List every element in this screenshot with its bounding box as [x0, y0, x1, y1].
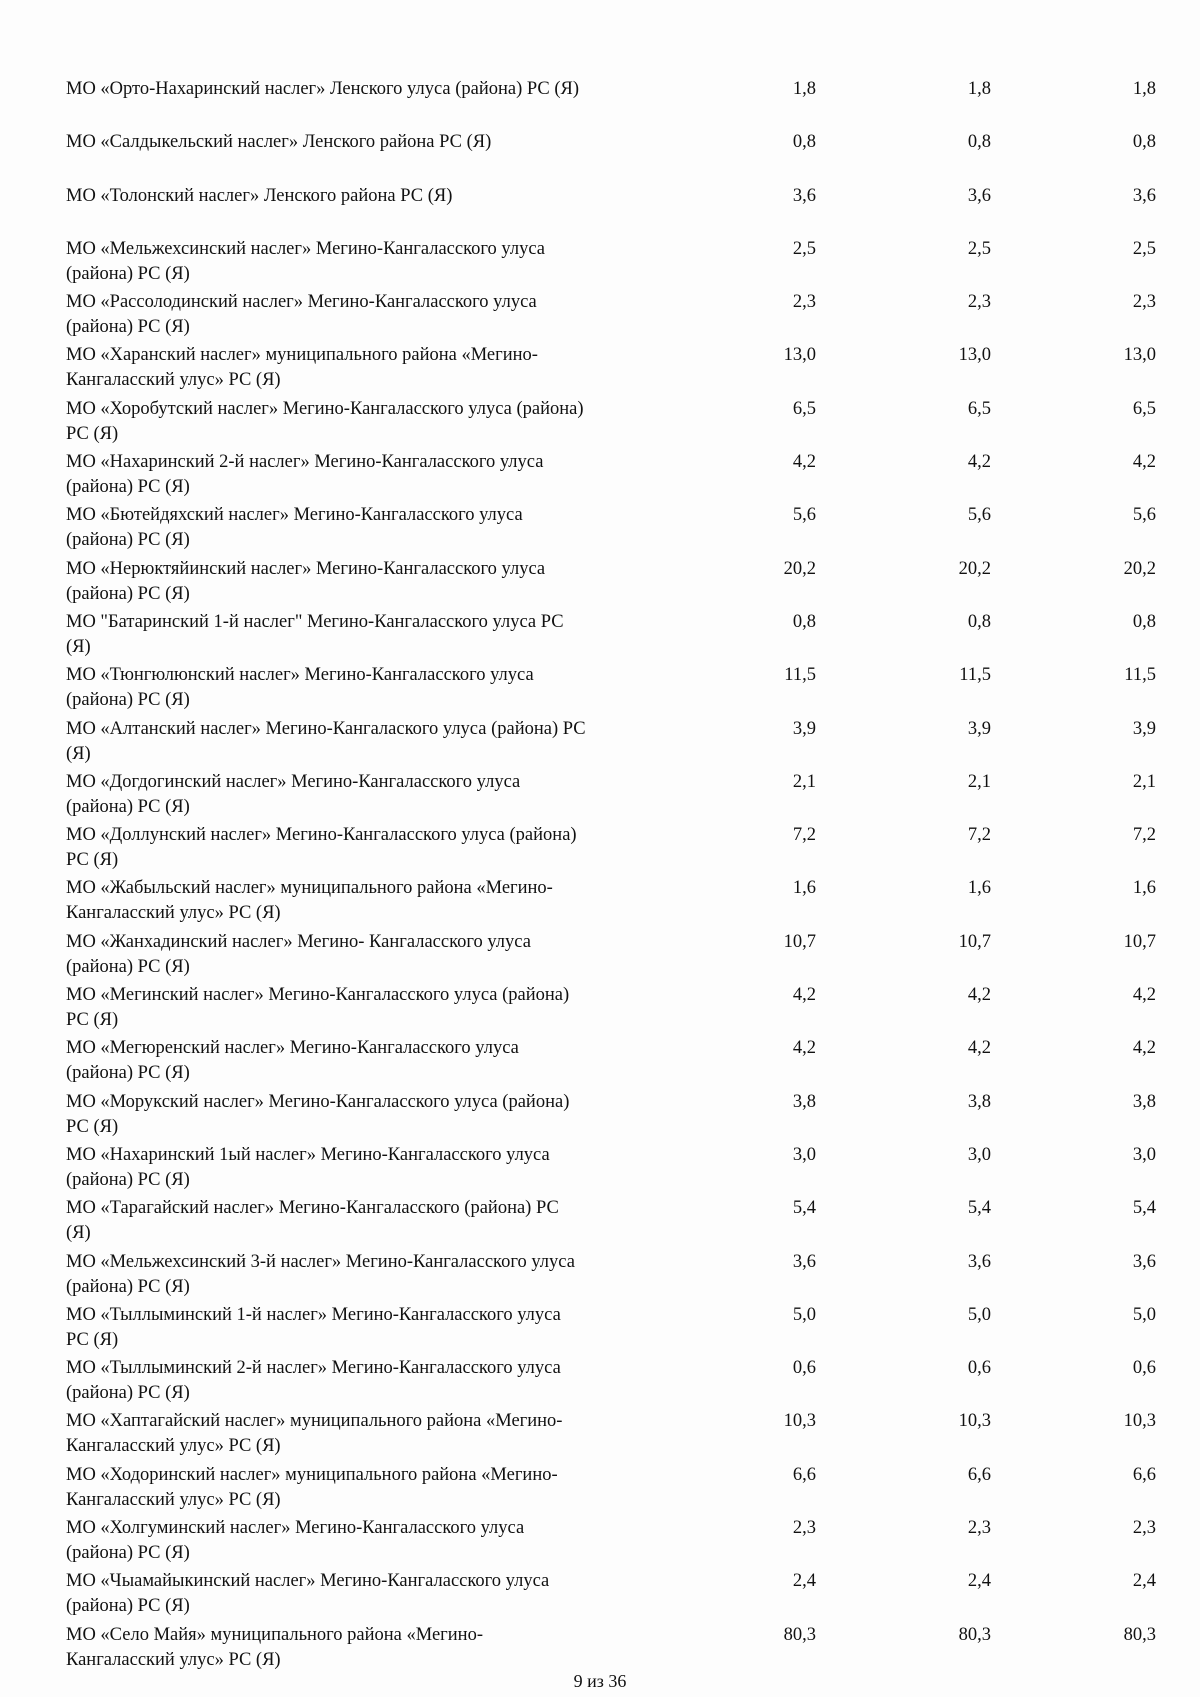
table-row	[66, 770, 1156, 823]
value-col-3: 20,2	[1123, 558, 1156, 579]
value-col-2: 2,3	[967, 292, 991, 313]
entity-name: МО «Харанский наслег» муниципального района «Мегино-Кангаласский улус» РС (Я)	[66, 345, 538, 391]
table-row	[66, 290, 1156, 343]
value-col-1: 3,0	[792, 1144, 816, 1165]
value-col-1: 20,2	[783, 558, 816, 579]
table-row	[66, 77, 1156, 130]
value-col-2: 2,4	[967, 1571, 991, 1592]
table-row	[66, 663, 1156, 716]
value-col-3: 5,6	[1132, 505, 1156, 526]
value-col-3: 10,3	[1123, 1411, 1156, 1432]
entity-name: МО «Село Майя» муниципального района «Мегино-Кангаласский улус» РС (Я)	[66, 1624, 483, 1670]
value-col-3: 80,3	[1123, 1624, 1156, 1645]
entity-name: МО «Орто-Нахаринский наслег» Ленского улуса (района) РС (Я)	[66, 79, 580, 99]
value-col-2: 0,8	[967, 611, 991, 632]
table-row	[66, 876, 1156, 929]
value-col-2: 11,5	[959, 665, 991, 686]
table-row	[66, 557, 1156, 610]
entity-name: МО «Хоробутский наслег» Мегино-Кангаласского улуса (района) РС (Я)	[66, 398, 584, 444]
value-col-3: 2,3	[1132, 292, 1156, 313]
entity-name: МО «Нахаринский 2-й наслег» Мегино-Кангаласского улуса (района) РС (Я)	[66, 452, 544, 498]
value-col-1: 4,2	[792, 452, 816, 473]
value-col-2: 1,6	[967, 878, 991, 899]
value-col-1: 4,2	[792, 985, 816, 1006]
table-row	[66, 1356, 1156, 1409]
table-row	[66, 237, 1156, 290]
value-col-1: 2,5	[792, 238, 816, 259]
value-col-2: 3,9	[967, 718, 991, 739]
table-row	[66, 1463, 1156, 1516]
table-row	[66, 1036, 1156, 1089]
value-col-3: 0,8	[1132, 611, 1156, 632]
page-footer	[0, 1670, 1200, 1692]
value-col-2: 20,2	[958, 558, 991, 579]
value-col-1: 10,3	[783, 1411, 816, 1432]
table-row	[66, 1143, 1156, 1196]
table-row	[66, 1516, 1156, 1569]
value-col-2: 6,5	[967, 398, 991, 419]
table-row	[66, 1196, 1156, 1249]
value-col-3: 3,0	[1132, 1144, 1156, 1165]
table-row	[66, 397, 1156, 450]
entity-name: МО «Толонский наслег» Ленского района РС (Я)	[66, 185, 453, 206]
entity-name: МО «Тыллыминский 2-й наслег» Мегино-Кангаласского улуса (района) РС (Я)	[66, 1358, 561, 1404]
value-col-3: 3,8	[1132, 1091, 1156, 1112]
value-col-2: 0,8	[967, 132, 991, 153]
value-col-3: 10,7	[1123, 931, 1156, 952]
table-row	[66, 130, 1156, 183]
value-col-3: 0,6	[1132, 1358, 1156, 1379]
table-row	[66, 503, 1156, 556]
value-col-1: 10,7	[783, 931, 816, 952]
value-col-3: 5,0	[1132, 1304, 1156, 1325]
value-col-3: 11,5	[1124, 665, 1156, 686]
value-col-2: 10,7	[958, 931, 991, 952]
value-col-3: 2,4	[1132, 1571, 1156, 1592]
value-col-3: 3,9	[1132, 718, 1156, 739]
table-row	[66, 1569, 1156, 1622]
entity-name: МО «Хаптагайский наслег» муниципального района «Мегино-Кангаласский улус» РС (Я)	[66, 1411, 563, 1457]
entity-name: МО «Ходоринский наслег» муниципального района «Мегино-Кангаласский улус» РС (Я)	[66, 1464, 558, 1510]
value-col-1: 80,3	[783, 1624, 816, 1645]
value-col-3: 3,6	[1132, 185, 1156, 206]
value-col-1: 2,3	[792, 1518, 816, 1539]
value-col-3: 4,2	[1132, 452, 1156, 473]
data-table	[66, 77, 1156, 1676]
value-col-1: 2,3	[792, 292, 816, 313]
entity-name: МО «Жабыльский наслег» муниципального района «Мегино-Кангаласский улус» РС (Я)	[66, 878, 553, 924]
value-col-2: 4,2	[967, 452, 991, 473]
value-col-2: 5,0	[967, 1304, 991, 1325]
table-row	[66, 1623, 1156, 1676]
entity-name: МО «Алтанский наслег» Мегино-Кангалаского улуса (района) РС (Я)	[66, 718, 586, 764]
entity-name: МО «Мегинский наслег» Мегино-Кангаласского улуса (района) РС (Я)	[66, 985, 570, 1031]
table-row	[66, 184, 1156, 237]
entity-name: МО «Тюнгюлюнский наслег» Мегино-Кангаласского улуса (района) РС (Я)	[66, 665, 534, 711]
entity-name: МО «Чыамайыкинский наслег» Мегино-Кангаласского улуса (района) РС (Я)	[66, 1571, 550, 1617]
table-row	[66, 1303, 1156, 1356]
value-col-1: 0,8	[792, 132, 816, 153]
value-col-2: 5,6	[967, 505, 991, 526]
value-col-3: 6,6	[1132, 1464, 1156, 1485]
table-row	[66, 717, 1156, 770]
value-col-2: 5,4	[967, 1198, 991, 1219]
value-col-1: 3,6	[792, 1251, 816, 1272]
entity-name: МО «Тарагайский наслег» Мегино-Кангаласского (района) РС (Я)	[66, 1198, 559, 1244]
value-col-3: 6,5	[1132, 398, 1156, 419]
entity-name: МО «Нерюктяйинский наслег» Мегино-Кангаласского улуса (района) РС (Я)	[66, 558, 546, 604]
entity-name: МО «Тыллыминский 1-й наслег» Мегино-Кангаласского улуса РС (Я)	[66, 1304, 561, 1350]
value-col-2: 4,2	[967, 985, 991, 1006]
value-col-1: 3,6	[792, 185, 816, 206]
value-col-1: 5,4	[792, 1198, 816, 1219]
entity-name: МО «Рассолодинский наслег» Мегино-Кангаласского улуса (района) РС (Я)	[66, 292, 537, 338]
value-col-3: 13,0	[1123, 345, 1156, 366]
value-col-2: 0,6	[967, 1358, 991, 1379]
value-col-3: 4,2	[1132, 1038, 1156, 1059]
entity-name: МО «Бютейдяхский наслег» Мегино-Кангаласского улуса (района) РС (Я)	[66, 505, 523, 551]
value-col-3: 0,8	[1132, 132, 1156, 153]
value-col-1: 5,6	[792, 505, 816, 526]
value-col-2: 3,6	[967, 185, 991, 206]
value-col-3: 2,3	[1132, 1518, 1156, 1539]
value-col-2: 3,8	[967, 1091, 991, 1112]
value-col-2: 7,2	[967, 825, 991, 846]
table-row	[66, 343, 1156, 396]
entity-name: МО «Нахаринский 1ый наслег» Мегино-Кангаласского улуса (района) РС (Я)	[66, 1144, 550, 1190]
entity-name: МО «Доллунский наслег» Мегино-Кангаласского улуса (района) РС (Я)	[66, 825, 577, 871]
value-col-2: 6,6	[967, 1464, 991, 1485]
entity-name: МО "Батаринский 1-й наслег" Мегино-Кангаласского улуса РС (Я)	[66, 611, 564, 657]
value-col-2: 1,8	[967, 79, 991, 99]
entity-name: МО «Догдогинский наслег» Мегино-Кангаласского улуса (района) РС (Я)	[66, 771, 521, 817]
value-col-3: 1,8	[1132, 79, 1156, 99]
value-col-2: 13,0	[958, 345, 991, 366]
value-col-2: 2,1	[967, 771, 991, 792]
value-col-1: 0,6	[792, 1358, 816, 1379]
entity-name: МО «Холгуминский наслег» Мегино-Кангаласского улуса (района) РС (Я)	[66, 1518, 525, 1564]
value-col-1: 1,6	[792, 878, 816, 899]
table-row	[66, 1090, 1156, 1143]
value-col-3: 2,1	[1132, 771, 1156, 792]
value-col-1: 13,0	[783, 345, 816, 366]
value-col-3: 7,2	[1132, 825, 1156, 846]
value-col-2: 80,3	[958, 1624, 991, 1645]
entity-name: МО «Мегюренский наслег» Мегино-Кангаласского улуса (района) РС (Я)	[66, 1038, 519, 1084]
value-col-2: 10,3	[958, 1411, 991, 1432]
entity-name: МО «Мельжехсинский 3-й наслег» Мегино-Кангаласского улуса (района) РС (Я)	[66, 1251, 575, 1297]
value-col-2: 2,5	[967, 238, 991, 259]
value-col-1: 4,2	[792, 1038, 816, 1059]
value-col-1: 3,8	[792, 1091, 816, 1112]
value-col-1: 2,4	[792, 1571, 816, 1592]
value-col-1: 6,5	[792, 398, 816, 419]
entity-name: МО «Морукский наслег» Мегино-Кангаласского улуса (района) РС (Я)	[66, 1091, 570, 1137]
entity-name: МО «Салдыкельский наслег» Ленского района РС (Я)	[66, 132, 492, 153]
value-col-2: 3,0	[967, 1144, 991, 1165]
entity-name: МО «Мельжехсинский наслег» Мегино-Кангаласского улуса (района) РС (Я)	[66, 238, 545, 284]
value-col-2: 3,6	[967, 1251, 991, 1272]
value-col-3: 3,6	[1132, 1251, 1156, 1272]
value-col-2: 2,3	[967, 1518, 991, 1539]
value-col-1: 1,8	[792, 79, 816, 99]
value-col-1: 0,8	[792, 611, 816, 632]
table-row	[66, 610, 1156, 663]
table-row	[66, 1409, 1156, 1462]
value-col-3: 4,2	[1132, 985, 1156, 1006]
value-col-1: 11,5	[784, 665, 816, 686]
page-number: 9 из 36	[573, 1671, 627, 1691]
value-col-1: 5,0	[792, 1304, 816, 1325]
table-row	[66, 983, 1156, 1036]
value-col-3: 1,6	[1132, 878, 1156, 899]
table-row	[66, 823, 1156, 876]
value-col-1: 2,1	[792, 771, 816, 792]
value-col-1: 6,6	[792, 1464, 816, 1485]
entity-name: МО «Жанхадинский наслег» Мегино- Кангаласского улуса (района) РС (Я)	[66, 931, 531, 977]
table-row	[66, 1250, 1156, 1303]
value-col-3: 5,4	[1132, 1198, 1156, 1219]
table-row	[66, 450, 1156, 503]
value-col-1: 3,9	[792, 718, 816, 739]
value-col-2: 4,2	[967, 1038, 991, 1059]
value-col-3: 2,5	[1132, 238, 1156, 259]
table-row	[66, 930, 1156, 983]
value-col-1: 7,2	[792, 825, 816, 846]
